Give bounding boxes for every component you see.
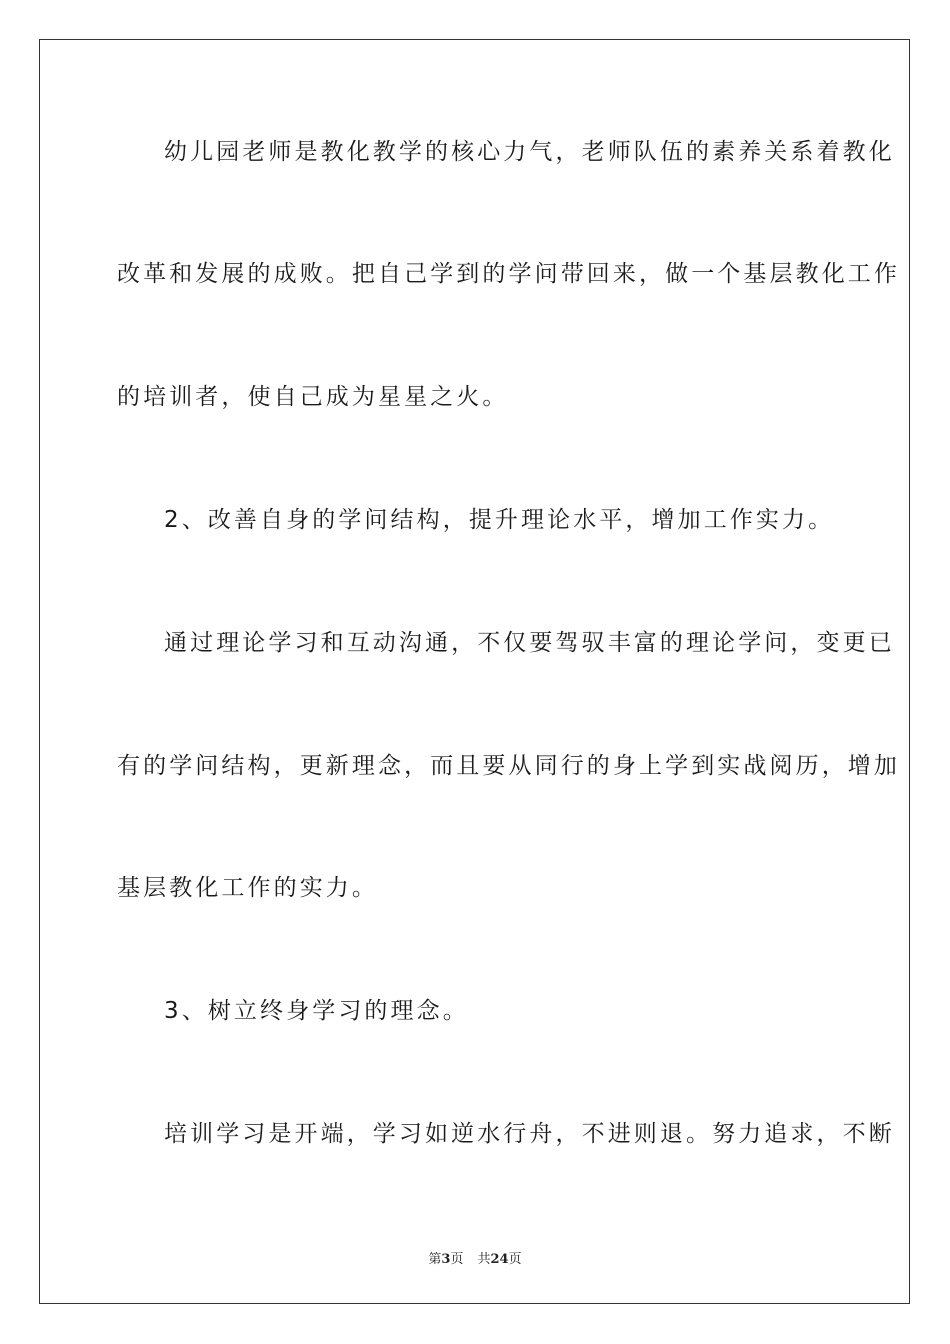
text-line-5: 通过理论学习和互动沟通，不仅要驾驭丰富的理论学问，变更已 [164,630,895,656]
page-prefix: 第 [428,1252,442,1267]
text-line-6: 有的学问结构，更新理念，而且要从同行的身上学到实战阅历，增加 [117,753,900,779]
text-line-2: 改革和发展的成败。把自己学到的学问带回来，做一个基层教化工作 [117,261,900,287]
page-suffix: 页 [450,1252,464,1267]
text-line-9: 培训学习是开端，学习如逆水行舟，不进则退。努力追求，不断 [164,1121,895,1147]
total-suffix: 页 [508,1252,522,1267]
text-line-1: 幼儿园老师是教化教学的核心力气，老师队伍的素养关系着教化 [164,139,895,165]
text-line-8: 3、树立终身学习的理念。 [164,998,469,1024]
text-line-4: 2、改善自身的学问结构，提升理论水平，增加工作实力。 [164,507,835,533]
text-line-3: 的培训者，使自己成为星星之火。 [117,384,509,410]
total-prefix: 共 [477,1252,491,1267]
text-line-7: 基层教化工作的实力。 [117,875,378,901]
page-border [39,39,910,1304]
page-number: 3 [441,1252,451,1267]
total-pages: 24 [490,1252,509,1267]
page-footer [0,1248,950,1267]
